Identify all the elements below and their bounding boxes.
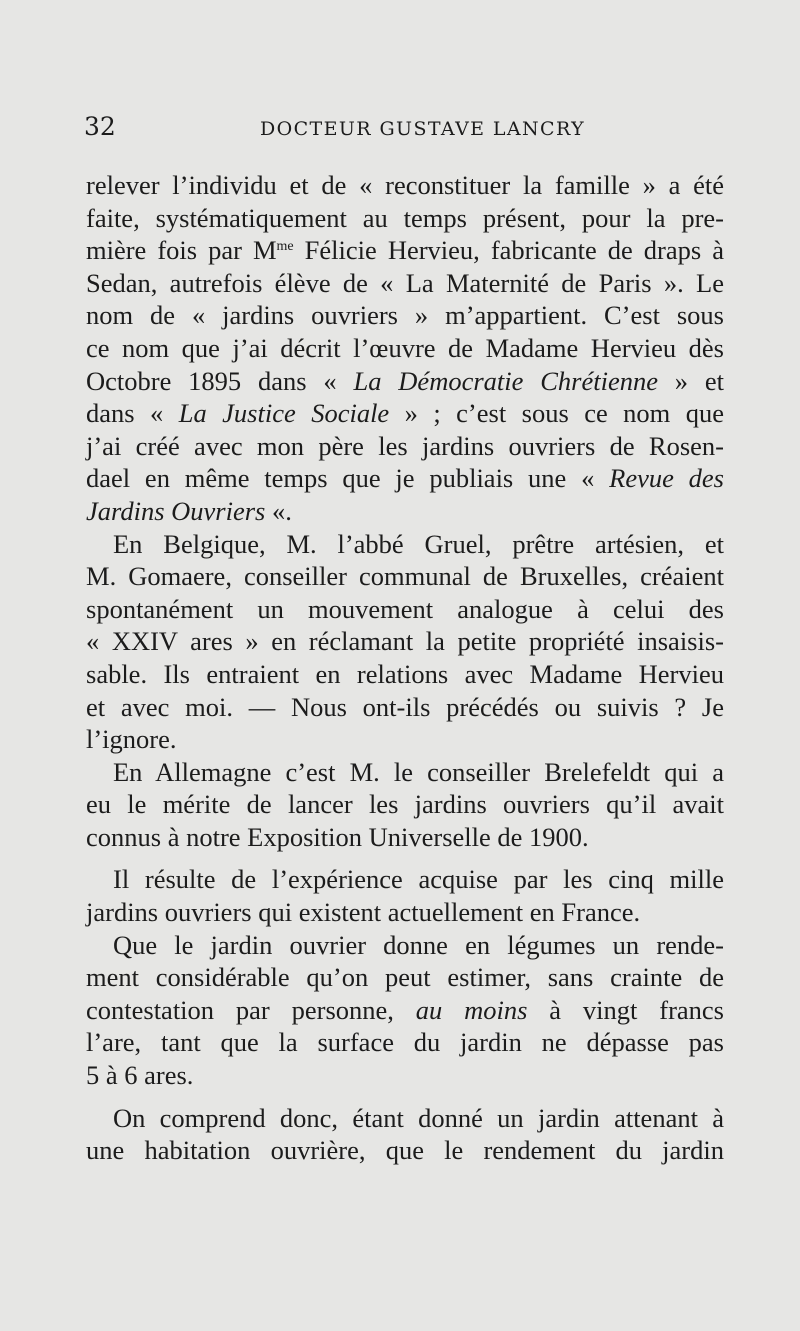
page-number: 32 (84, 112, 116, 141)
text-run: dael en même temps que je publiais une « (86, 463, 610, 494)
text-line: En Belgique, M. l’abbé Gruel, prêtre artésien, et (113, 528, 724, 559)
text-line: sable. Ils entraient en relations avec Madame Hervieu (86, 658, 724, 689)
text-run: » et (657, 365, 724, 396)
text-line: une habitation ouvrière, que le rendement du jardin (86, 1135, 724, 1166)
text-run: Félicie Hervieu, fabricante de draps à (293, 235, 724, 266)
text-line: M. Gomaere, conseiller communal de Bruxelles, créaient (86, 561, 724, 592)
text-line: ment considérable qu’on peut estimer, sans crainte de (86, 962, 724, 993)
text-run: dans « (86, 398, 179, 429)
text-line: Il résulte de l’expérience acquise par les cinq mille (113, 864, 724, 895)
text-line: nom de « jardins ouvriers » m’appartient. C’est sous (86, 300, 724, 331)
text-line: En Allemagne c’est M. le conseiller Brelefeldt qui a (113, 756, 724, 787)
text-line: l’are, tant que la surface du jardin ne dépasse pas (86, 1027, 724, 1058)
text-run: «. (265, 495, 292, 526)
italic-title: La Justice Sociale (178, 398, 390, 429)
text-run: à vingt francs (527, 994, 724, 1025)
paragraph-gap (86, 1092, 724, 1102)
text-line: eu le mérite de lancer les jardins ouvriers qu’il avait (86, 789, 724, 820)
text-line: j’ai créé avec mon père les jardins ouvriers de Rosen- (86, 430, 724, 461)
superscript: me (276, 239, 294, 255)
page-header (84, 112, 724, 152)
text-line (86, 462, 724, 495)
italic-title: Jardins Ouvriers (86, 495, 266, 526)
text-run: contestation par personne, (86, 994, 416, 1025)
text-line: ce nom que j’ai décrit l’œuvre de Madame Hervieu dès (86, 332, 724, 363)
paragraph (86, 1102, 724, 1167)
text-line: spontanément un mouvement analogue à celui des (86, 593, 724, 624)
text-line (86, 234, 724, 267)
text-line: « XXIV ares » en réclamant la petite propriété insaisis- (86, 626, 724, 657)
paragraph (86, 863, 724, 928)
text-line: et avec moi. — Nous ont-ils précédés ou suivis ? Je (86, 691, 724, 722)
text-run: » ; c’est sous ce nom que (389, 398, 725, 429)
text-line: l’ignore. (86, 724, 177, 755)
text-line: connus à notre Exposition Universelle de 1900. (86, 821, 589, 852)
text-line: faite, systématiquement au temps présent, pour la pre- (86, 202, 724, 233)
paragraph (86, 169, 724, 528)
text-line (86, 495, 724, 528)
paragraph (86, 756, 724, 854)
text-run: mière fois par M (86, 235, 277, 266)
running-head: DOCTEUR GUSTAVE LANCRY (260, 118, 586, 140)
text-line (86, 365, 724, 398)
italic-title: Revue des (609, 463, 724, 494)
text-line: Que le jardin ouvrier donne en légumes un rende- (113, 929, 724, 960)
text-line: Sedan, autrefois élève de « La Maternité de Paris ». Le (86, 267, 724, 298)
body-text (86, 169, 724, 1167)
paragraph (86, 929, 724, 1092)
paragraph-gap (86, 853, 724, 863)
text-run: Octobre 1895 dans « (86, 365, 354, 396)
text-line (86, 994, 724, 1027)
italic-title: La Démocratie Chrétienne (353, 365, 658, 396)
text-line: jardins ouvriers qui existent actuellement en France. (86, 897, 641, 928)
italic-phrase: au moins (415, 994, 528, 1025)
text-line: relever l’individu et de « reconstituer la famille » a été (86, 170, 724, 200)
paragraph (86, 528, 724, 756)
text-line: 5 à 6 ares. (86, 1060, 194, 1091)
text-line (86, 397, 724, 430)
text-line: On comprend donc, étant donné un jardin attenant à (113, 1102, 724, 1133)
